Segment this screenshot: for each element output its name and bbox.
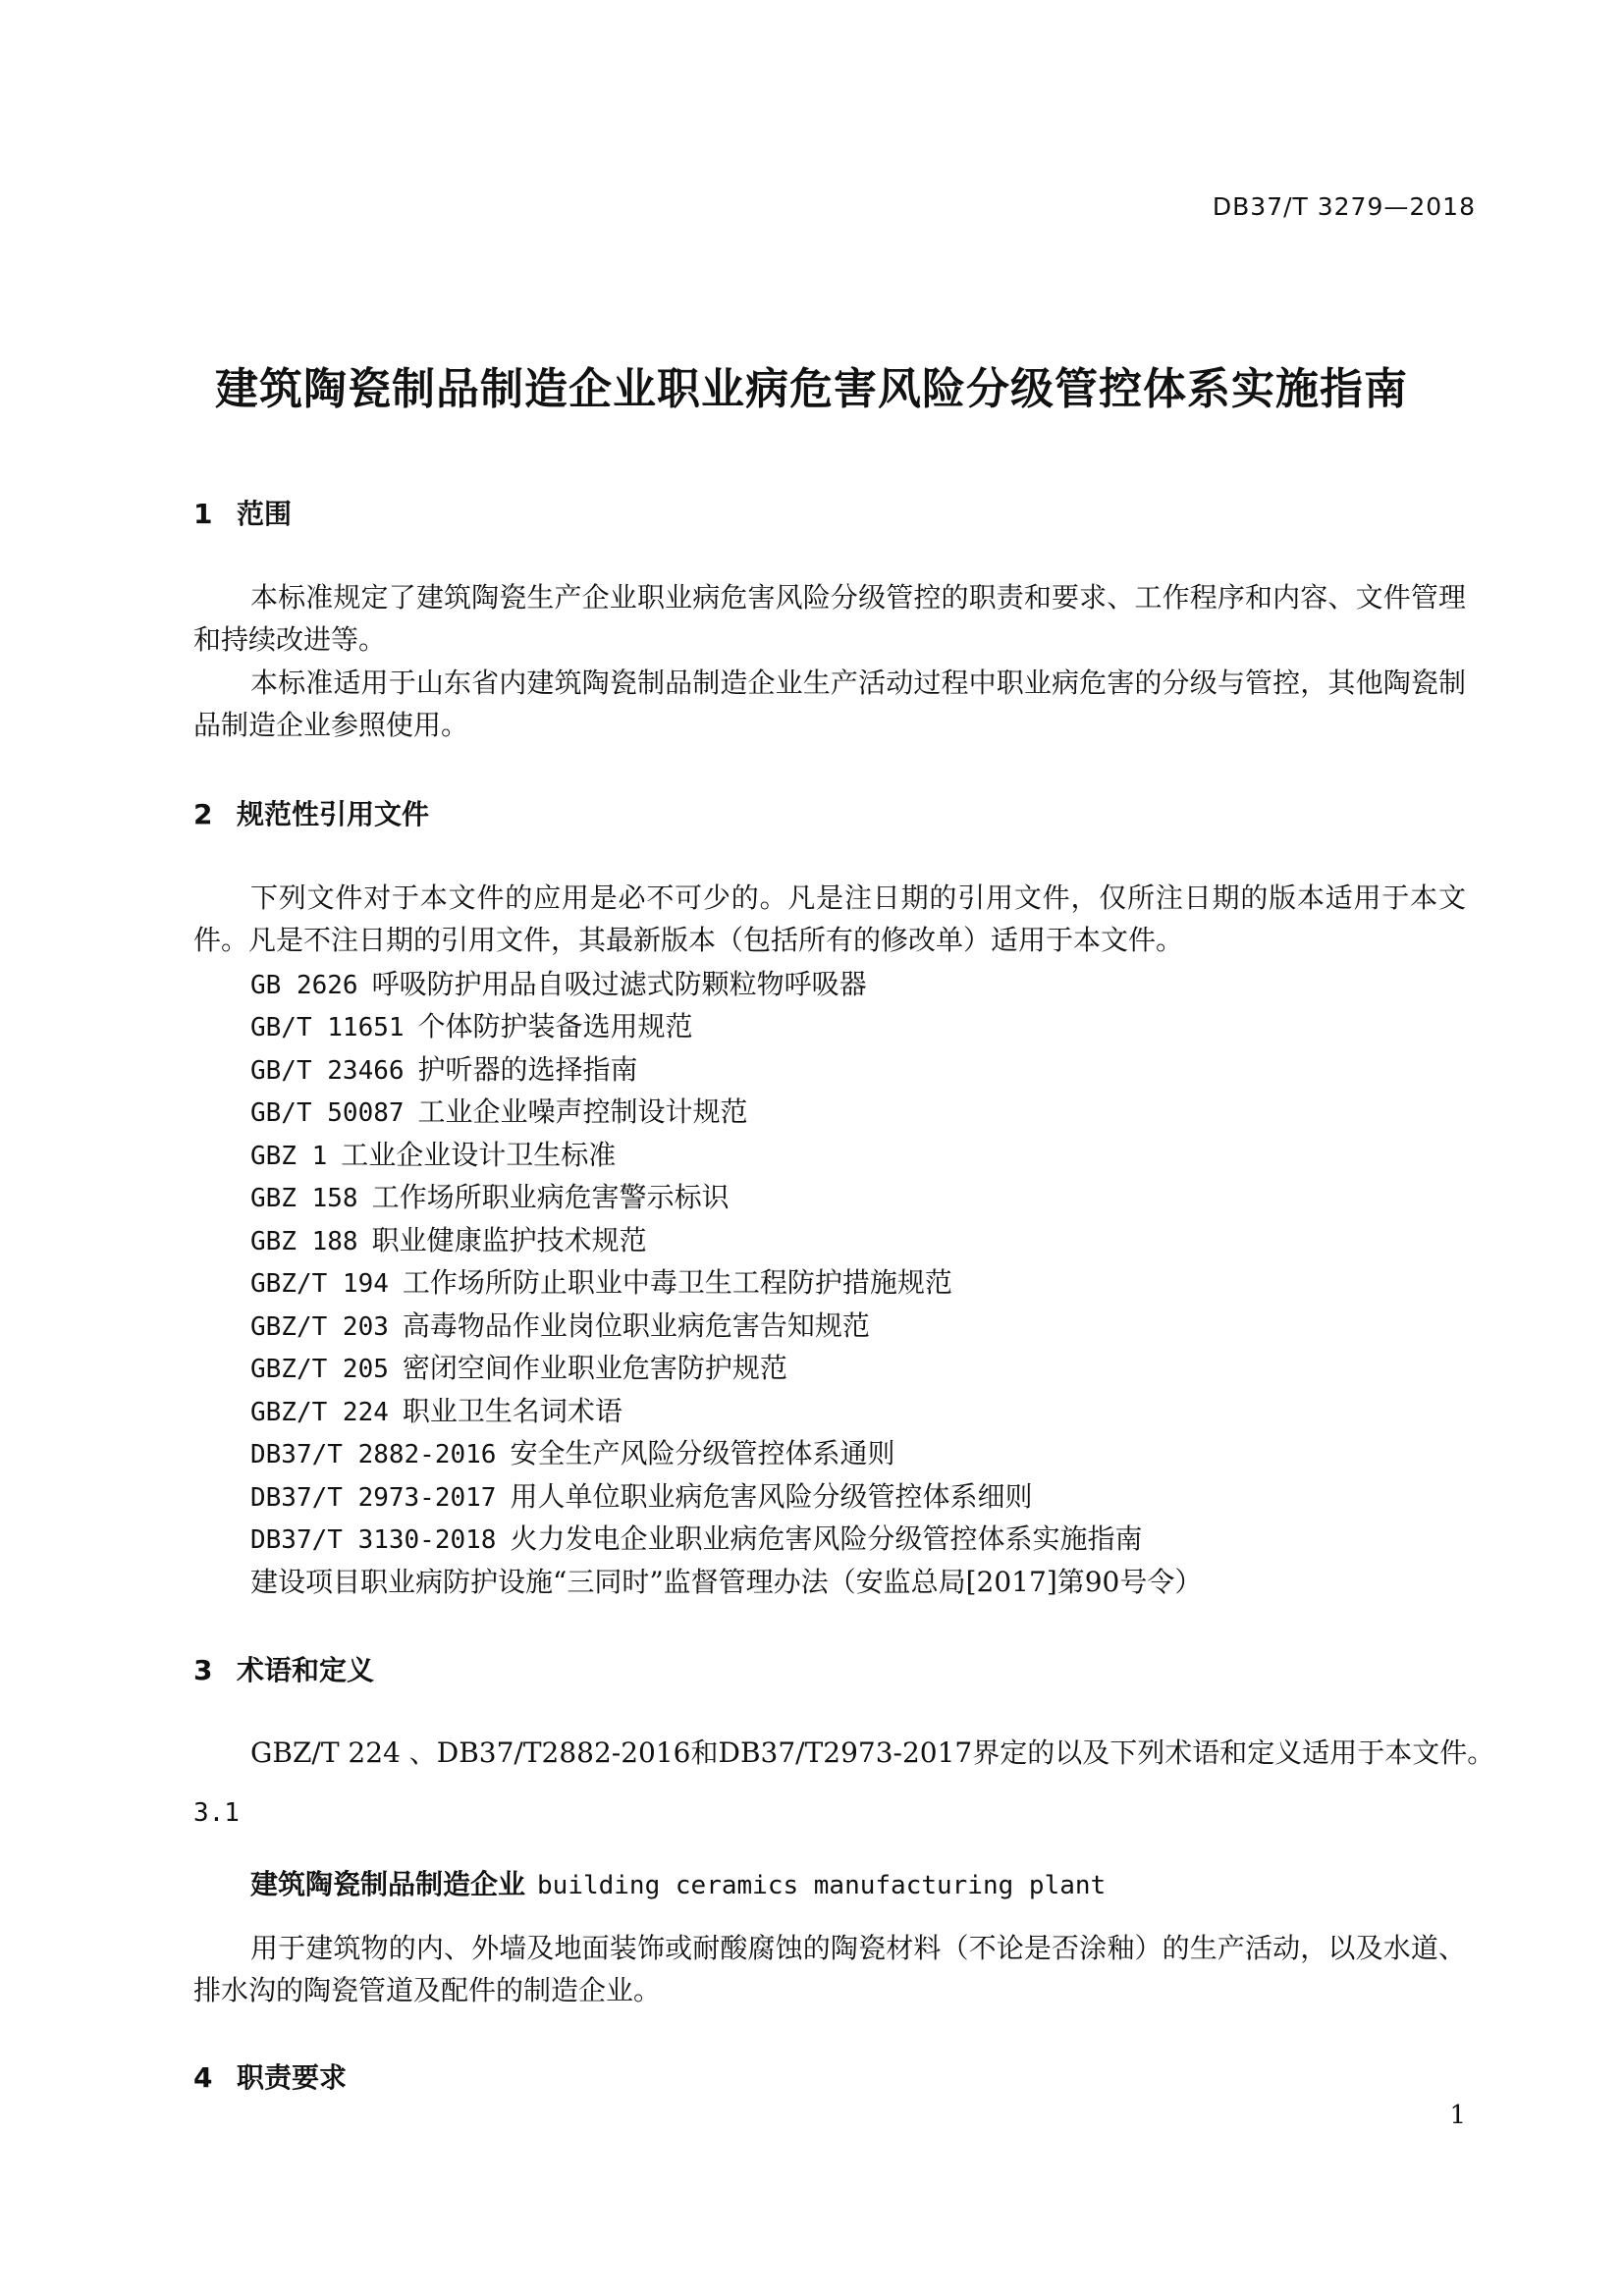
section-number: 3 (193, 1654, 213, 1686)
section-title: 范围 (237, 498, 293, 530)
section-number: 2 (193, 798, 213, 830)
reference-item (250, 1176, 730, 1215)
section-title: 职责要求 (237, 2061, 348, 2094)
reference-code: DB37/T 3130-2018 (250, 1525, 497, 1555)
reference-title: 工作场所防止职业中毒卫生工程防护措施规范 (402, 1266, 952, 1299)
reference-code: GBZ/T 194 (250, 1269, 389, 1299)
terms-intro: GBZ/T 224 、DB37/T2882-2016和DB37/T2973-2017界定的以及下列术语和定义适用于本文件。 (250, 1736, 1495, 1769)
reference-item (250, 1432, 894, 1471)
term-definition: 用于建筑物的内、外墙及地面装饰或耐酸腐蚀的陶瓷材料（不论是否涂釉）的生产活动，以及水道、排水沟的陶瓷管道及配件的制造企业。 (193, 1932, 1466, 2006)
reference-title: 职业健康监护技术规范 (371, 1224, 647, 1256)
reference-item (250, 1134, 616, 1173)
reference-title: 个体防护装备选用规范 (417, 1010, 693, 1042)
reference-item (250, 1347, 787, 1386)
reference-code: GBZ/T 224 (250, 1398, 389, 1427)
section-2-heading (193, 793, 429, 832)
reference-item (250, 963, 867, 1002)
reference-item (250, 1219, 647, 1258)
document-title: 建筑陶瓷制品制造企业职业病危害风险分级管控体系实施指南 (215, 364, 1408, 414)
reference-title: 职业卫生名词术语 (402, 1395, 622, 1427)
section-title: 规范性引用文件 (237, 798, 430, 830)
scope-paragraph-2: 本标准适用于山东省内建筑陶瓷制品制造企业生产活动过程中职业病危害的分级与管控，其他陶瓷制品制造企业参照使用。 (193, 667, 1466, 741)
reference-code: GBZ 188 (250, 1227, 358, 1256)
term-english: building ceramics manufacturing plant (537, 1871, 1107, 1900)
reference-title: 工业企业设计卫生标准 (341, 1139, 617, 1171)
reference-code: GB/T 11651 (250, 1013, 405, 1042)
reference-title: 用人单位职业病危害风险分级管控体系细则 (510, 1480, 1033, 1513)
section-3-heading (193, 1649, 374, 1688)
term-chinese: 建筑陶瓷制品制造企业 (250, 1868, 526, 1900)
reference-title: 呼吸防护用品自吸过滤式防颗粒物呼吸器 (371, 968, 867, 1000)
reference-title: 工业企业噪声控制设计规范 (417, 1095, 748, 1128)
reference-item (250, 1475, 1032, 1515)
normative-intro: 下列文件对于本文件的应用是必不可少的。凡是注日期的引用文件，仅所注日期的版本适用于本文件。凡是不注日期的引用文件，其最新版本（包括所有的修改单）适用于本文件。 (193, 881, 1466, 956)
standard-code: DB37/T 3279—2018 (1212, 192, 1476, 221)
section-4-heading (193, 2056, 347, 2096)
section-1-heading (193, 493, 292, 532)
reference-item (250, 1005, 693, 1044)
reference-item (250, 1048, 638, 1088)
reference-code: GB 2626 (250, 971, 358, 1000)
reference-title: 工作场所职业病危害警示标识 (371, 1181, 730, 1213)
reference-code: DB37/T 2882-2016 (250, 1440, 497, 1469)
term-heading (250, 1863, 1106, 1902)
reference-title: 安全生产风险分级管控体系通则 (510, 1437, 895, 1469)
reference-code: GB/T 23466 (250, 1056, 405, 1086)
reference-title: 火力发电企业职业病危害风险分级管控体系实施指南 (510, 1522, 1143, 1555)
reference-title: 高毒物品作业岗位职业病危害告知规范 (402, 1309, 870, 1342)
page-number: 1 (1449, 2101, 1466, 2130)
reference-code: GBZ/T 203 (250, 1312, 389, 1342)
reference-item (250, 1518, 1142, 1557)
reference-regulation: 建设项目职业病防护设施“三同时”监督管理办法（安监总局[2017]第90号令） (250, 1566, 1203, 1598)
reference-item (250, 1091, 748, 1130)
reference-item (250, 1261, 952, 1301)
term-number: 3.1 (193, 1798, 240, 1828)
reference-code: GBZ/T 205 (250, 1355, 389, 1384)
reference-code: DB37/T 2973-2017 (250, 1483, 497, 1513)
reference-code: GB/T 50087 (250, 1098, 405, 1128)
reference-code: GBZ 158 (250, 1184, 358, 1213)
section-number: 1 (193, 498, 213, 530)
section-number: 4 (193, 2061, 213, 2094)
scope-paragraph-1: 本标准规定了建筑陶瓷生产企业职业病危害风险分级管控的职责和要求、工作程序和内容、文件管理和持续改进等。 (193, 581, 1466, 656)
reference-item (250, 1305, 870, 1344)
reference-item (250, 1390, 622, 1429)
reference-code: GBZ 1 (250, 1142, 328, 1171)
section-title: 术语和定义 (237, 1654, 375, 1686)
reference-title: 护听器的选择指南 (417, 1053, 638, 1086)
reference-title: 密闭空间作业职业危害防护规范 (402, 1352, 787, 1384)
